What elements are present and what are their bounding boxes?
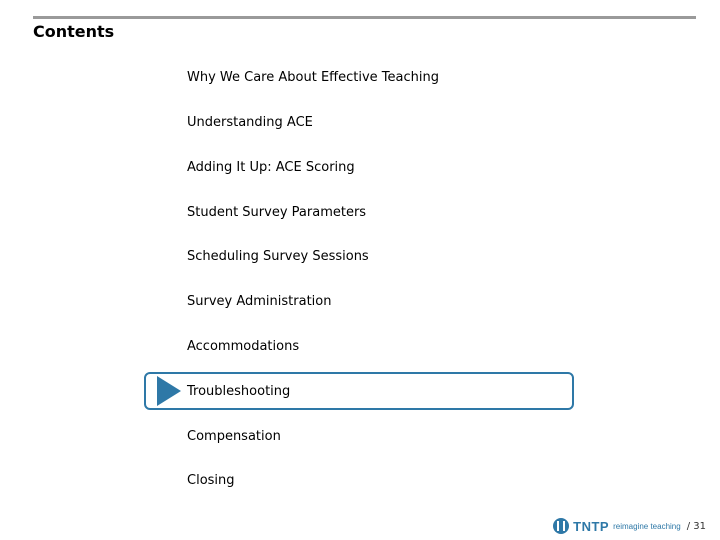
toc-item-accommodations[interactable]: Accommodations (187, 339, 300, 354)
tagline: reimagine teaching (613, 521, 681, 531)
tntp-logo-icon (553, 518, 569, 534)
page-number: / 31 (686, 520, 706, 532)
toc-item-administration[interactable]: Survey Administration (187, 294, 332, 309)
toc-item-understanding-ace[interactable]: Understanding ACE (187, 115, 313, 130)
toc-item-troubleshooting[interactable]: Troubleshooting (187, 384, 291, 399)
footer (553, 517, 706, 535)
toc-item-closing[interactable]: Closing (187, 473, 235, 488)
toc-item-compensation[interactable]: Compensation (187, 429, 281, 444)
toc-item-scheduling[interactable]: Scheduling Survey Sessions (187, 249, 369, 264)
toc-item-ace-scoring[interactable]: Adding It Up: ACE Scoring (187, 160, 355, 175)
page-title: Contents (33, 22, 115, 41)
logo-text: TNTP (573, 518, 610, 534)
toc-item-survey-parameters[interactable]: Student Survey Parameters (187, 205, 367, 220)
toc-item-why-we-care[interactable]: Why We Care About Effective Teaching (187, 70, 439, 85)
